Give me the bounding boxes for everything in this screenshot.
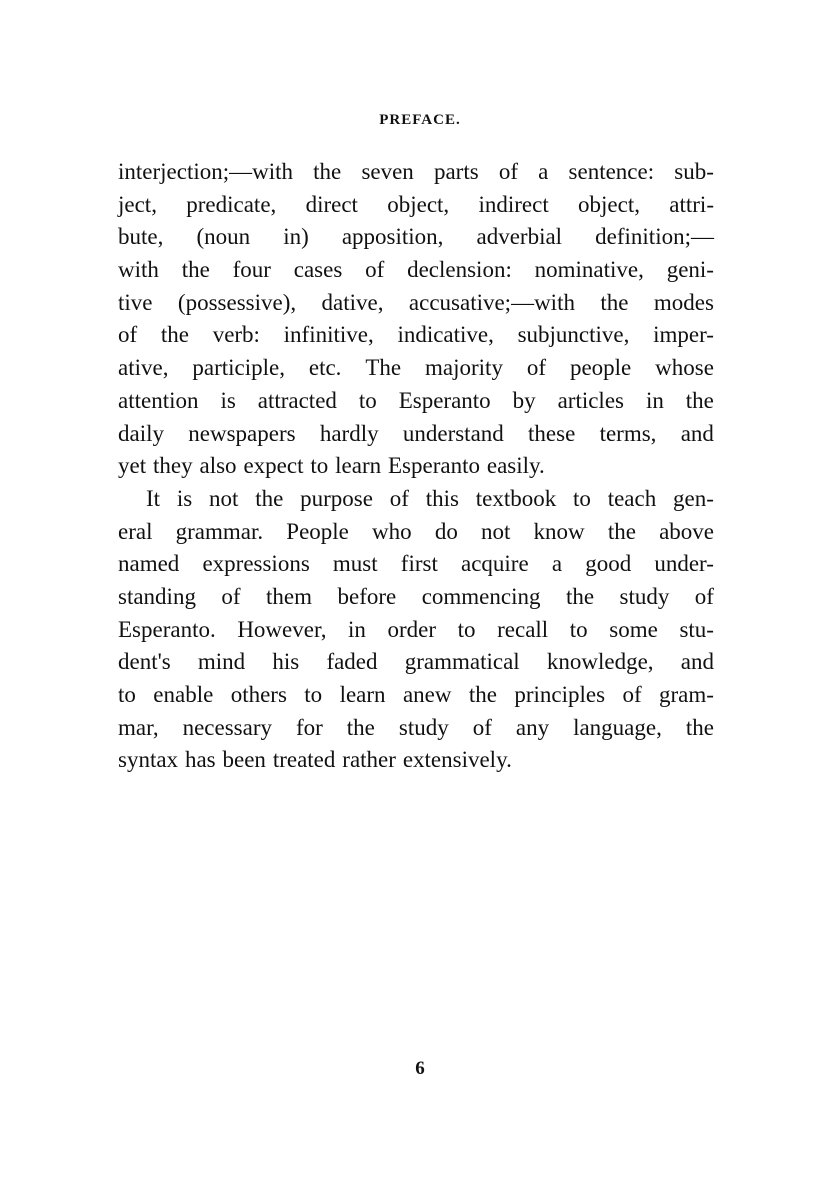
word: ject, [118, 191, 157, 217]
text-line [118, 450, 714, 483]
text-line [118, 679, 714, 712]
text-line [118, 156, 714, 189]
word: sub- [674, 159, 714, 184]
word: language, [573, 714, 662, 740]
text-line [118, 548, 714, 581]
word: teach [607, 485, 657, 511]
word: the [346, 714, 375, 740]
page-number: 6 [415, 1058, 425, 1079]
word: of [526, 355, 547, 381]
word: accusative;—with [408, 289, 575, 315]
word: attracted [257, 387, 337, 413]
text-line [118, 614, 714, 647]
word: Esperanto [398, 387, 491, 413]
body-text [118, 156, 714, 777]
word: interjection;—with [118, 159, 294, 184]
word: eral [118, 518, 153, 544]
word: for [295, 714, 323, 740]
word: Esperanto. [118, 616, 216, 642]
word: mind [197, 649, 246, 675]
word: whose [655, 355, 714, 381]
word: geni- [666, 257, 714, 283]
word: stu- [679, 616, 714, 642]
text-line [118, 221, 714, 254]
word: indicative, [397, 322, 494, 348]
word: people [569, 355, 632, 381]
word: easily. [486, 453, 545, 479]
word: purpose [300, 485, 373, 511]
word: the [685, 387, 714, 413]
text-line [118, 581, 714, 614]
word: with [118, 257, 159, 283]
word: know [533, 518, 585, 544]
word: acquire [461, 551, 529, 577]
word: under- [654, 551, 714, 577]
word: cases [293, 257, 343, 283]
word: the [468, 682, 497, 707]
word: (noun [196, 224, 251, 250]
word: to [457, 616, 476, 642]
word: learn [339, 682, 386, 707]
word: treated [272, 747, 336, 773]
word: four [232, 257, 271, 283]
word: them [266, 583, 313, 609]
word: tive [118, 289, 153, 315]
word: of [498, 159, 519, 184]
word: of [622, 682, 642, 707]
word: declension: [407, 257, 512, 283]
text-line [118, 287, 714, 320]
word: parts [433, 159, 479, 184]
word: has [184, 747, 216, 773]
word: expect [243, 453, 304, 479]
word: others [230, 682, 287, 707]
running-head: PREFACE. [379, 112, 461, 128]
word: articles [557, 387, 624, 413]
word: of [472, 714, 492, 740]
word: this [425, 485, 459, 511]
word: the [685, 714, 714, 740]
word: study [398, 714, 449, 740]
word: textbook [475, 485, 557, 511]
word: of [221, 583, 241, 609]
word: they [153, 453, 193, 479]
word: subjunctive, [517, 322, 630, 348]
word: the [600, 289, 629, 315]
word: in [645, 387, 664, 413]
word: adverbial [476, 224, 563, 250]
text-line [118, 352, 714, 385]
word: of [694, 583, 714, 609]
word: to [118, 682, 136, 707]
text-line [118, 385, 714, 418]
word: imper- [653, 322, 714, 348]
word: to [569, 616, 588, 642]
text-line [118, 646, 714, 679]
word: the [313, 159, 342, 184]
word: yet [118, 453, 147, 479]
text-line [118, 483, 714, 516]
word: nominative, [534, 257, 644, 283]
word: the [607, 518, 636, 544]
word: indirect [478, 191, 549, 217]
word: necessary [182, 714, 272, 740]
word: enable [153, 682, 214, 707]
word: knowledge, [546, 649, 654, 675]
word: faded [326, 649, 378, 675]
word: study [619, 583, 670, 609]
word: and [680, 420, 714, 446]
word: The [365, 355, 402, 381]
word: dent's [118, 649, 171, 675]
word: also [199, 453, 237, 479]
text-line [118, 319, 714, 352]
text-line [118, 744, 714, 777]
word: grammatical [404, 649, 520, 675]
word: the [160, 322, 189, 348]
word: is [220, 387, 236, 413]
word: definition;— [595, 224, 714, 250]
word: infinitive, [283, 322, 374, 348]
word: to [304, 682, 323, 707]
word: in [348, 616, 366, 642]
text-line [118, 418, 714, 451]
word: is [176, 485, 193, 511]
word: gen- [673, 485, 714, 511]
word: ative, [118, 355, 169, 381]
word: a [538, 159, 549, 184]
word: to [573, 485, 591, 511]
word: understand [402, 420, 504, 446]
word: (possessive), [177, 289, 297, 315]
word: of [365, 257, 385, 283]
word: must [332, 551, 378, 577]
word: newspapers [188, 420, 296, 446]
word: grammar. [175, 518, 264, 544]
word: recall [497, 616, 549, 642]
word: any [515, 714, 550, 740]
word: these [528, 420, 576, 446]
word: to [358, 387, 377, 413]
word: syntax [118, 747, 179, 773]
word: verb: [212, 322, 260, 348]
text-line [118, 254, 714, 287]
word: before [337, 583, 397, 609]
word: named [118, 551, 180, 577]
word: Esperanto [388, 453, 480, 479]
word: a [551, 551, 563, 577]
word: daily [118, 420, 164, 446]
word: etc. [308, 355, 342, 381]
word: do [434, 518, 458, 544]
word: the [255, 485, 284, 511]
word: It [146, 485, 161, 511]
word: predicate, [186, 191, 277, 217]
word: some [609, 616, 658, 642]
word: by [512, 387, 536, 413]
text-line [118, 712, 714, 745]
word: been [222, 747, 266, 773]
word: the [181, 257, 210, 283]
word: terms, [599, 420, 657, 446]
word: apposition, [341, 224, 444, 250]
word: expressions [202, 551, 310, 577]
word: above [659, 518, 714, 544]
word: learn [335, 453, 382, 479]
word: mar, [118, 714, 159, 740]
word: participle, [192, 355, 285, 381]
word: object, [387, 191, 450, 217]
word: not [209, 485, 239, 511]
word: first [400, 551, 438, 577]
text-line [118, 189, 714, 222]
word: attention [118, 387, 199, 413]
word: bute, [118, 224, 164, 250]
word: not [480, 518, 511, 544]
word: of [389, 485, 409, 511]
word: attri- [669, 191, 714, 217]
word: direct [305, 191, 358, 217]
text-line [118, 516, 714, 549]
word: anew [402, 682, 452, 707]
word: standing [118, 583, 196, 609]
word: sentence: [568, 159, 655, 184]
word: dative, [321, 289, 384, 315]
word: order [387, 616, 437, 642]
word: majority [425, 355, 503, 381]
word: People [286, 518, 349, 544]
word: seven [361, 159, 414, 184]
word: principles [514, 682, 606, 707]
word: and [680, 649, 714, 675]
word: commencing [421, 583, 541, 609]
word: rather [342, 747, 396, 773]
word: hardly [319, 420, 379, 446]
word: to [310, 453, 329, 479]
word: in) [283, 224, 309, 250]
word: modes [653, 289, 714, 315]
word: of [118, 322, 138, 348]
word: who [372, 518, 412, 544]
word: object, [578, 191, 640, 217]
word: However, [237, 616, 327, 642]
word: extensively. [402, 747, 512, 773]
word: the [565, 583, 595, 609]
word: gram- [659, 682, 714, 707]
word: good [585, 551, 632, 577]
word: his [272, 649, 300, 675]
